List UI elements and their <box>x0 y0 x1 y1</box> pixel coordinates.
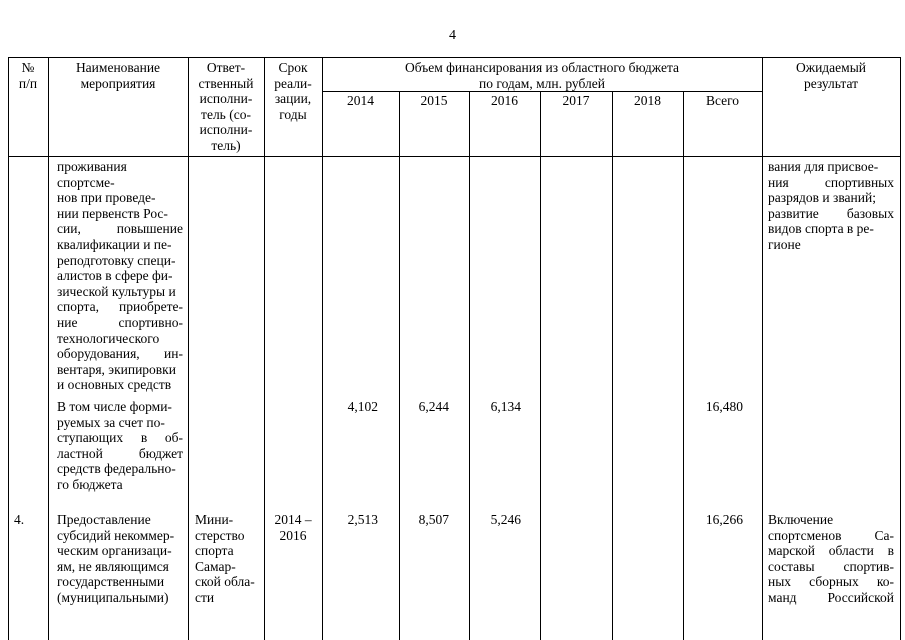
header-year-2014: 2014 <box>347 93 374 108</box>
row3-name: Предоставление субсидий некоммер- ческим организаци- ям, не являющимся государственными (муниципальными) <box>57 512 175 605</box>
col-border-right <box>900 57 901 640</box>
header-executor: Ответ- ственный исполни- тель (со- исполни- тель) <box>198 60 254 153</box>
row3-num: 4. <box>14 512 25 527</box>
header-term: Срок реали- зации, годы <box>274 60 312 122</box>
header-num: № п/п <box>18 60 38 91</box>
col-border-executor <box>264 57 265 640</box>
row2-value-total: 16,480 <box>705 399 743 414</box>
row1-name: проживания спортсме- нов при проведе- нии первенств Рос- сии, повышение квалификации и пе- реподготовку специ- алистов в сфере фи- зической культуры и спорта, приобрете- ние спортивно- технологического оборудования, ин- вентаря, экипировки и основных средств <box>57 159 183 393</box>
col-border-2015 <box>469 91 470 640</box>
col-border-term <box>322 57 323 640</box>
row3-value-2014: 2,513 <box>347 512 378 527</box>
header-year-2017: 2017 <box>562 93 590 108</box>
col-border-2016 <box>540 91 541 640</box>
row3-value-2015: 8,507 <box>418 512 449 527</box>
col-border-2014 <box>399 91 400 640</box>
table-top-border <box>8 57 901 58</box>
header-year-2015: 2015 <box>420 93 448 108</box>
header-name: Наименование мероприятия <box>75 60 161 91</box>
header-year-2018: 2018 <box>634 93 661 108</box>
row2-name: В том числе форми- руемых за счет по- ступающих в об- ластной бюджет средств федерально- го бюджета <box>57 399 183 492</box>
header-total: Всего <box>705 93 740 108</box>
row1-result: вания для присвое- ния спортивных разрядов и званий; развитие базовых видов спорта в ре- гионе <box>768 159 894 252</box>
header-funding: Объем финансирования из областного бюджета по годам, млн. рублей <box>405 60 679 91</box>
row3-value-total: 16,266 <box>705 512 743 527</box>
header-year-2016: 2016 <box>491 93 518 108</box>
col-border-total <box>762 57 763 640</box>
page-number: 4 <box>449 28 456 43</box>
col-border-2018 <box>683 91 684 640</box>
col-border-num <box>48 57 49 640</box>
col-border-left <box>8 57 9 640</box>
col-border-2017 <box>612 91 613 640</box>
row3-value-2016: 5,246 <box>490 512 521 527</box>
row2-value-2014: 4,102 <box>347 399 378 414</box>
row3-result: Включение спортсменов Са- марской области в составы спортив- ных сборных ко- манд Российской <box>768 512 894 605</box>
row3-term: 2014 – 2016 <box>274 512 312 543</box>
row2-value-2015: 6,244 <box>418 399 449 414</box>
header-bottom-border <box>8 156 901 157</box>
row2-value-2016: 6,134 <box>490 399 521 414</box>
header-result: Ожидаемый результат <box>796 60 866 91</box>
row3-executor: Мини- стерство спорта Самар- ской обла- сти <box>195 512 255 605</box>
